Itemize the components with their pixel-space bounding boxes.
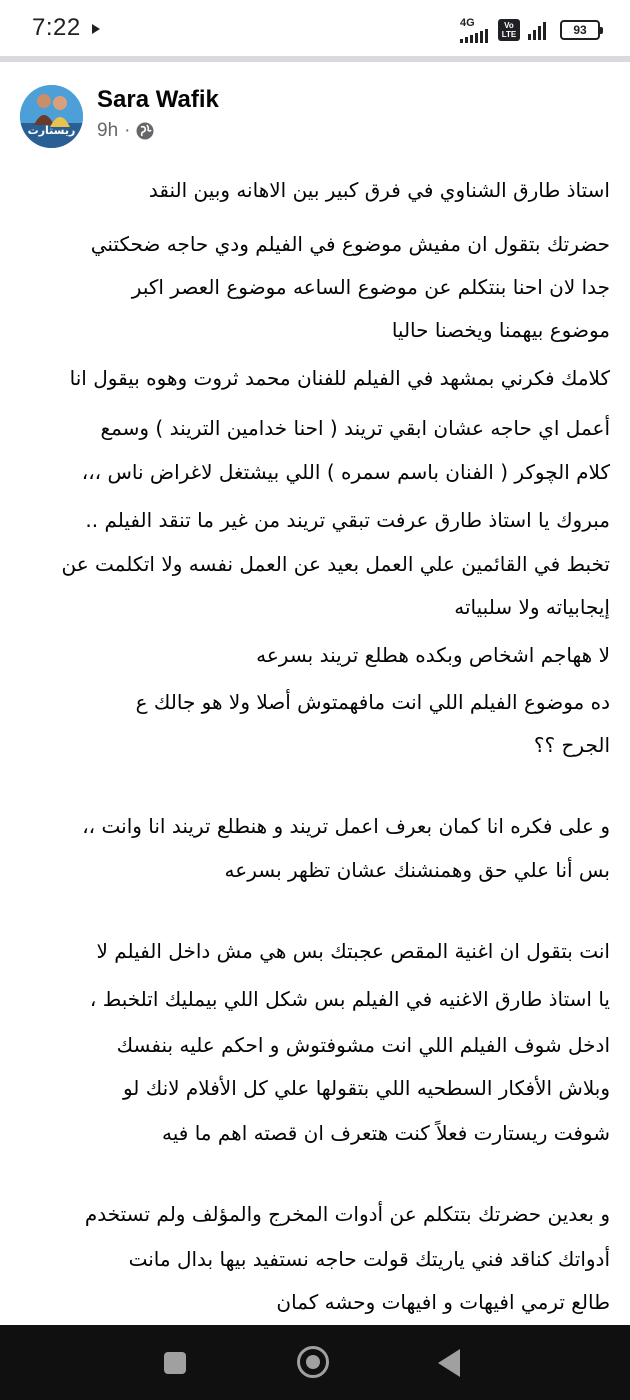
post-line-14: و على فكره انا كمان بعرف اعمل تريند و هنطلع تريند انا وانت ،،: [82, 814, 610, 838]
navigation-bar: [0, 1325, 630, 1400]
status-time: 7:22: [32, 14, 81, 41]
avatar[interactable]: [20, 85, 83, 148]
post-line-19: وبلاش الأفكار السطحيه اللي بتقولها علي كل الأفلام لانك لو: [122, 1076, 610, 1100]
post-line-7: كلام الچوكر ( الفنان باسم سمره ) اللي بيشتغل لاغراض ناس ،،،: [81, 460, 610, 484]
avatar-image: [20, 85, 83, 148]
post-line-1: استاذ طارق الشناوي في فرق كبير بين الاهانه وبين النقد: [148, 178, 610, 202]
post-line-10: إيجابياته ولا سلبياته: [454, 595, 610, 619]
meta-separator: ·: [124, 120, 131, 141]
status-bar: [0, 0, 630, 56]
post-line-16: انت بتقول ان اغنية المقص عجبتك بس هي مش داخل الفيلم لا: [96, 939, 610, 963]
post-time[interactable]: 9h: [97, 120, 119, 141]
post-line-17: يا استاذ طارق الاغنيه في الفيلم بس شكل اللي بيمليك اتلخبط ،: [89, 987, 610, 1011]
post-line-22: أدواتك كناقد فني ياريتك قولت حاجه نستفيد بيها بدال مانت: [128, 1247, 610, 1271]
post-line-23: طالع ترمي افيهات و افيهات وحشه كمان: [276, 1290, 610, 1314]
signal-strength-icon: [528, 20, 552, 40]
post-line-2: حضرتك بتقول ان مفيش موضوع في الفيلم ودي حاجه ضحكتني: [90, 232, 610, 256]
post-line-4: موضوع بيهمنا ويخصنا حاليا: [391, 318, 610, 342]
volte-badge: Vo LTE: [498, 19, 520, 41]
status-indicators: [460, 16, 600, 44]
post-line-11: لا ههاجم اشخاص وبكده هطلع تريند بسرعه: [256, 643, 610, 667]
post-line-21: و بعدين حضرتك بتتكلم عن أدوات المخرج والمؤلف ولم تستخدم: [84, 1202, 610, 1226]
post-line-3: جدا لان احنا بنتكلم عن موضوع الساعه موضوع العصر اكبر: [131, 275, 610, 299]
network-type: 4G: [460, 16, 475, 29]
back-icon[interactable]: [438, 1349, 460, 1377]
post-body: [0, 160, 630, 1325]
divider: [0, 56, 630, 62]
post-line-8: مبروك يا استاذ طارق عرفت تبقي تريند من غير ما تنقد الفيلم ..: [85, 508, 610, 532]
signal-icon: [460, 29, 490, 43]
post-line-5: كلامك فكرني بمشهد في الفيلم للفنان محمد ثروت وهوه بيقول انا: [69, 366, 610, 390]
home-icon[interactable]: [297, 1346, 329, 1378]
battery-level: 93: [560, 20, 600, 40]
post-meta: [97, 120, 154, 142]
post-line-18: ادخل شوف الفيلم اللي انت مشوفتوش و احكم عليه بنفسك: [116, 1033, 610, 1057]
avatar-caption: ريستارت: [27, 124, 76, 137]
post-line-12: ده موضوع الفيلم اللي انت مافهمتوش أصلا ولا هو جالك ع: [135, 690, 610, 714]
post-line-20: شوفت ريستارت فعلاً كنت هتعرف ان قصته اهم ما فيه: [162, 1121, 610, 1145]
post-line-15: بس أنا علي حق وهمنشنك عشان تظهر بسرعه: [224, 858, 610, 882]
network-indicator: [460, 18, 490, 43]
media-playing-icon: [92, 24, 100, 34]
post-line-6: أعمل اي حاجه عشان ابقي تريند ( احنا خدامين التريند ) وسمع: [100, 416, 610, 440]
author-name[interactable]: Sara Wafik: [97, 86, 219, 113]
post-line-9: تخبط في القائمين علي العمل بعيد عن العمل نفسه ولا اتكلمت عن: [61, 552, 610, 576]
recent-apps-icon[interactable]: [164, 1352, 186, 1374]
post-line-13: الجرح ؟؟: [533, 733, 610, 757]
globe-icon: [136, 122, 154, 140]
